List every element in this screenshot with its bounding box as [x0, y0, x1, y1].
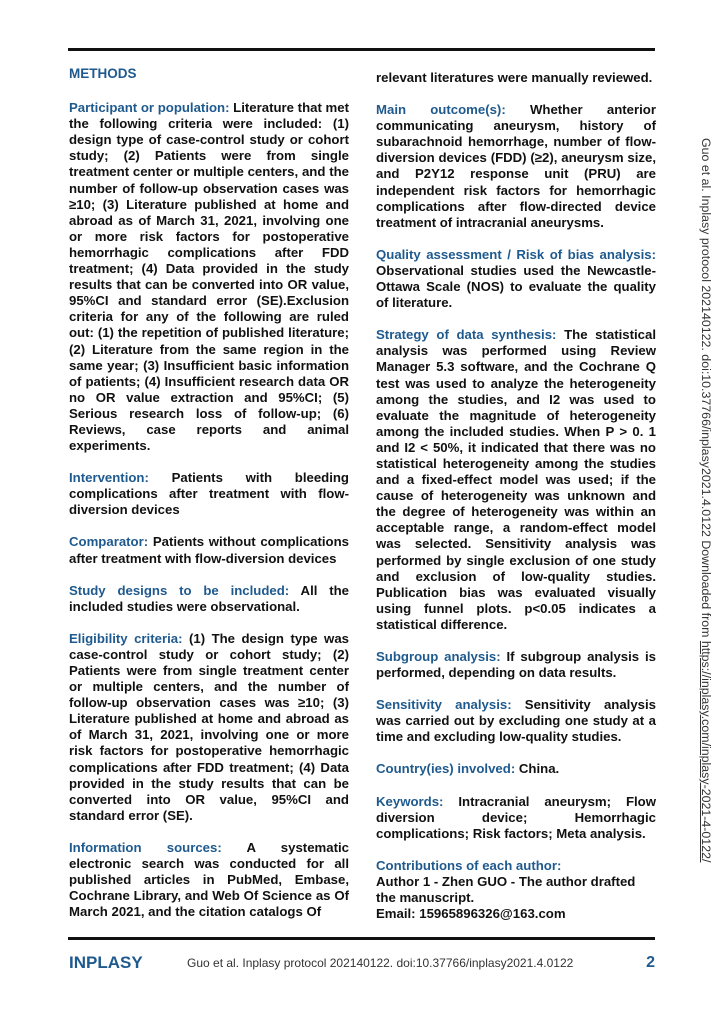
contribution-line: Author 1 - Zhen GUO - The author drafted the manuscript. [376, 873, 636, 906]
paragraph-label: Country(ies) involved: [376, 761, 516, 777]
brand-logo: INPLASY [69, 953, 143, 972]
main-outcome-paragraph [376, 102, 656, 231]
paragraph-label: Main outcome(s): [376, 102, 506, 118]
paragraph-label: Study designs to be included: [69, 582, 290, 598]
paragraph-text: (1) The design type was case-control study or cohort study; (2) Patients were from single treatment center or multiple centers, and the number of follow-up observation cases was ≥10; (3) Literature published at home and abroad as of March 31, 2021, involving one or more risk factors for postoperative hemorrhagic complications after FDD treatment; (4) Data provided in the study results that can be converted into OR value, 95%CI and standard error (SE). [69, 630, 349, 823]
email-line: Email: 15965896326@163.com [376, 906, 566, 922]
data-synthesis-paragraph [376, 327, 656, 633]
paragraph-label: Eligibility criteria: [69, 630, 183, 646]
section-title: METHODS [69, 66, 137, 81]
paragraph-text: Sensitivity analysis was carried out by excluding one study at a time and excluding low-quality studies. [376, 697, 656, 745]
download-link[interactable]: https://inplasy.com/inplasy-2021-4-0122/ [699, 640, 713, 863]
paragraph-label: Information sources: [69, 839, 222, 855]
paragraph-label: Comparator: [69, 534, 149, 550]
paragraph-label: Quality assessment / Risk of bias analysis: [376, 246, 656, 262]
paragraph-label: Subgroup analysis: [376, 649, 501, 664]
keywords-paragraph [376, 794, 656, 842]
intervention-paragraph [69, 470, 349, 518]
paragraph-text: China. [518, 761, 560, 777]
contributions-block [376, 858, 656, 922]
page-footer [69, 950, 655, 980]
side-note-text: Guo et al. Inplasy protocol 202140122. doi:10.37766/inplasy2021.4.0122 Downloaded from [699, 138, 713, 641]
paragraph-label: Sensitivity analysis: [376, 697, 512, 713]
contributions-label: Contributions of each author: [376, 857, 562, 873]
paragraph-text: Patients without complications after treatment with flow-diversion devices [69, 534, 349, 566]
country-paragraph [376, 761, 656, 777]
paragraph-text: All the included studies were observational. [69, 582, 349, 614]
footer-citation: Guo et al. Inplasy protocol 202140122. doi:10.37766/inplasy2021.4.0122 [187, 956, 574, 970]
information-sources-paragraph [69, 840, 349, 920]
comparator-paragraph [69, 534, 349, 566]
left-column [69, 66, 349, 936]
quality-assessment-paragraph [376, 247, 656, 311]
paragraph-label: Intervention: [69, 470, 149, 486]
continuation-paragraph: relevant literatures were manually reviewed. [376, 70, 653, 85]
top-rule [68, 48, 655, 51]
participant-paragraph [69, 100, 349, 454]
paragraph-text: Intracranial aneurysm; Flow diversion device; Hemorrhagic complications; Risk factors; Meta analysis. [376, 793, 656, 841]
sensitivity-analysis-paragraph [376, 697, 656, 745]
paragraph-label: Keywords: [376, 793, 444, 809]
paragraph-text: If subgroup analysis is performed, depending on data results. [376, 649, 656, 681]
paragraph-text: Observational studies used the Newcastle-Ottawa Scale (NOS) to evaluate the quality of literature. [376, 262, 656, 311]
subgroup-analysis-paragraph [376, 649, 656, 681]
paragraph-text: Whether anterior communicating aneurysm, history of subarachnoid hemorrhage, number of flow-diversion devices (FDD) (≥2), aneurysm size, and P2Y12 response unit (PRU) are independent risk factors for hemorrhagic complications after flow-directed device treatment of intracranial aneurysms. [376, 102, 656, 230]
paragraph-text: A systematic electronic search was conducted for all published articles in PubMed, Embase, Cochrane Library, and Web Of Science as Of March 2021, and the citation catalogs Of [69, 839, 349, 920]
paragraph-text: Literature that met the following criteria were included: (1) design type of case-control study or cohort study; (2) Patients were from single treatment center or multiple centers, and the number of follow-up observation cases was ≥10; (3) Literature published at home and abroad as of March 31, 2021, involving one or more risk factors for postoperative hemorrhagic complications after FDD treatment; (4) Data provided in the study results that can be converted into OR value, 95%CI and standard error (SE).Exclusion criteria for any of the following are ruled out: (1) the repetition of published literature; (2) Literature from the same region in the same year; (3) Insufficient basic information of patients; (4) Insufficient research data OR no OR value extraction and 95%CI; (5) Serious research loss of follow-up; (6) Reviews, case reports and animal experiments. [69, 100, 349, 454]
bottom-rule [68, 937, 655, 940]
study-designs-paragraph [69, 583, 349, 615]
eligibility-paragraph [69, 631, 349, 824]
right-column [376, 70, 656, 922]
paragraph-label: Participant or population: [69, 100, 230, 116]
paragraph-label: Strategy of data synthesis: [376, 327, 557, 343]
paragraph-text: Patients with bleeding complications after treatment with flow-diversion devices [69, 470, 349, 518]
paragraph-text: The statistical analysis was performed using Review Manager 5.3 software, and the Cochrane Q test was used to analyze the heterogeneity among the studies, and I2 was used to evaluate the magnitude of heterogeneity among the included studies. When P > 0. 1 and I2 < 50%, it indicated that there was no statistical heterogeneity among the studies and a fixed-effect model was used; if the cause of heterogeneity was unknown and the degree of heterogeneity was within an acceptable range, a random-effect model was selected. Sensitivity analysis was performed by single exclusion of one study and exclusion of low-quality studies. Publication bias was evaluated visually using funnel plots. p<0.05 indicates a statistical difference. [376, 327, 657, 632]
page-number: 2 [646, 954, 655, 971]
side-download-note [699, 138, 713, 862]
